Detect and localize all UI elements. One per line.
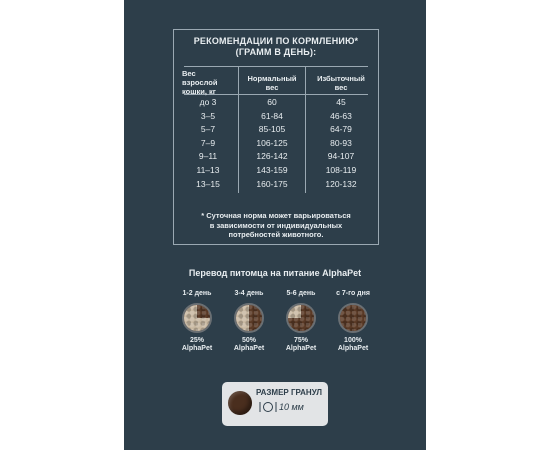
transition-title-text: Перевод питомца на питание xyxy=(188,268,323,278)
feeding-note xyxy=(174,211,378,240)
stage-percent-value: 50% xyxy=(241,337,256,344)
stage-brand: AlphaPet xyxy=(337,345,369,352)
food-bowl-icon xyxy=(338,303,368,333)
column-header-weight xyxy=(182,69,234,96)
table-row xyxy=(174,179,378,193)
feeding-info-panel xyxy=(124,0,426,450)
table-row xyxy=(174,165,378,179)
note-line: потребностей животного. xyxy=(228,230,324,239)
stage-brand: AlphaPet xyxy=(285,345,317,352)
table-row xyxy=(174,124,378,138)
table-title-line-1: РЕКОМЕНДАЦИИ ПО КОРМЛЕНИЮ* xyxy=(193,36,359,46)
food-mix xyxy=(184,305,210,331)
cell-excess: 45 xyxy=(336,97,346,107)
granule-size-value: 10 мм xyxy=(279,402,304,412)
transition-title xyxy=(124,268,426,278)
cell-excess: 108-119 xyxy=(325,164,357,175)
cell-normal: 126-142 xyxy=(256,151,288,162)
column-header-normal xyxy=(240,74,304,92)
food-bowl-icon xyxy=(234,303,264,333)
transition-stage xyxy=(172,290,222,353)
stage-percent-value: 25% xyxy=(189,337,204,344)
stage-percent xyxy=(172,337,222,353)
cell-weight: 11–13 xyxy=(196,164,220,175)
header-text: Избыточный xyxy=(317,74,365,83)
brand-name: AlphaPet xyxy=(322,268,362,278)
transition-stage xyxy=(276,290,326,353)
table-row xyxy=(174,97,378,111)
cell-weight: 9–11 xyxy=(198,151,218,162)
cell-normal: 160-175 xyxy=(256,178,288,189)
food-bowl-icon xyxy=(182,303,212,333)
cell-excess: 80-93 xyxy=(330,137,352,148)
transition-stage xyxy=(224,290,274,353)
granule-size-label: РАЗМЕР ГРАНУЛ xyxy=(256,388,322,397)
table-row xyxy=(174,111,378,125)
food-mix xyxy=(288,305,314,331)
cell-excess: 120-132 xyxy=(325,178,357,189)
stage-percent xyxy=(328,337,378,353)
food-mix xyxy=(340,305,366,331)
header-text: Вес xyxy=(182,69,196,78)
transition-stage xyxy=(328,290,378,353)
granule-size-card xyxy=(222,382,328,426)
cell-weight: 3–5 xyxy=(200,110,216,121)
cell-normal: 106-125 xyxy=(256,137,288,148)
column-header-excess xyxy=(307,74,375,92)
stage-brand: AlphaPet xyxy=(233,345,265,352)
stage-percent xyxy=(276,337,326,353)
cell-weight: 5–7 xyxy=(200,124,216,135)
stage-day: 5-6 день xyxy=(286,290,316,297)
cell-weight: 7–9 xyxy=(200,137,216,148)
cell-normal: 61-84 xyxy=(261,110,283,121)
food-mix xyxy=(236,305,262,331)
table-title xyxy=(174,36,378,58)
stage-percent-value: 75% xyxy=(293,337,308,344)
cell-excess: 46-63 xyxy=(330,110,352,121)
header-text: вес xyxy=(334,83,348,92)
granule-icon xyxy=(228,391,252,415)
stage-percent xyxy=(224,337,274,353)
header-text: Нормальный xyxy=(247,74,297,83)
stage-day: 1-2 день xyxy=(182,290,212,297)
note-line: * Суточная норма может варьироваться xyxy=(201,211,351,220)
stage-day: 3-4 день xyxy=(234,290,264,297)
diameter-icon xyxy=(259,401,277,413)
cell-excess: 64-79 xyxy=(330,124,352,135)
stage-percent-value: 100% xyxy=(344,337,362,344)
cell-normal: 85-105 xyxy=(258,124,286,135)
stage-day: с 7-го дня xyxy=(336,290,370,297)
food-bowl-icon xyxy=(286,303,316,333)
cell-normal: 143-159 xyxy=(256,164,288,175)
cell-weight: 13–15 xyxy=(196,178,220,189)
table-body xyxy=(174,97,378,192)
table-row xyxy=(174,151,378,165)
table-row xyxy=(174,138,378,152)
cell-excess: 94-107 xyxy=(327,151,355,162)
feeding-table xyxy=(173,29,379,245)
header-text: кошки, кг xyxy=(182,87,216,96)
header-top-divider xyxy=(184,66,368,67)
stage-brand: AlphaPet xyxy=(181,345,213,352)
cell-weight: до 3 xyxy=(199,97,217,107)
note-line: в зависимости от индивидуальных xyxy=(209,220,343,230)
table-title-line-2: (ГРАММ В ДЕНЬ): xyxy=(235,47,317,57)
header-text: вес xyxy=(265,83,279,92)
header-text: взрослой xyxy=(182,78,218,87)
cell-normal: 60 xyxy=(267,97,277,107)
